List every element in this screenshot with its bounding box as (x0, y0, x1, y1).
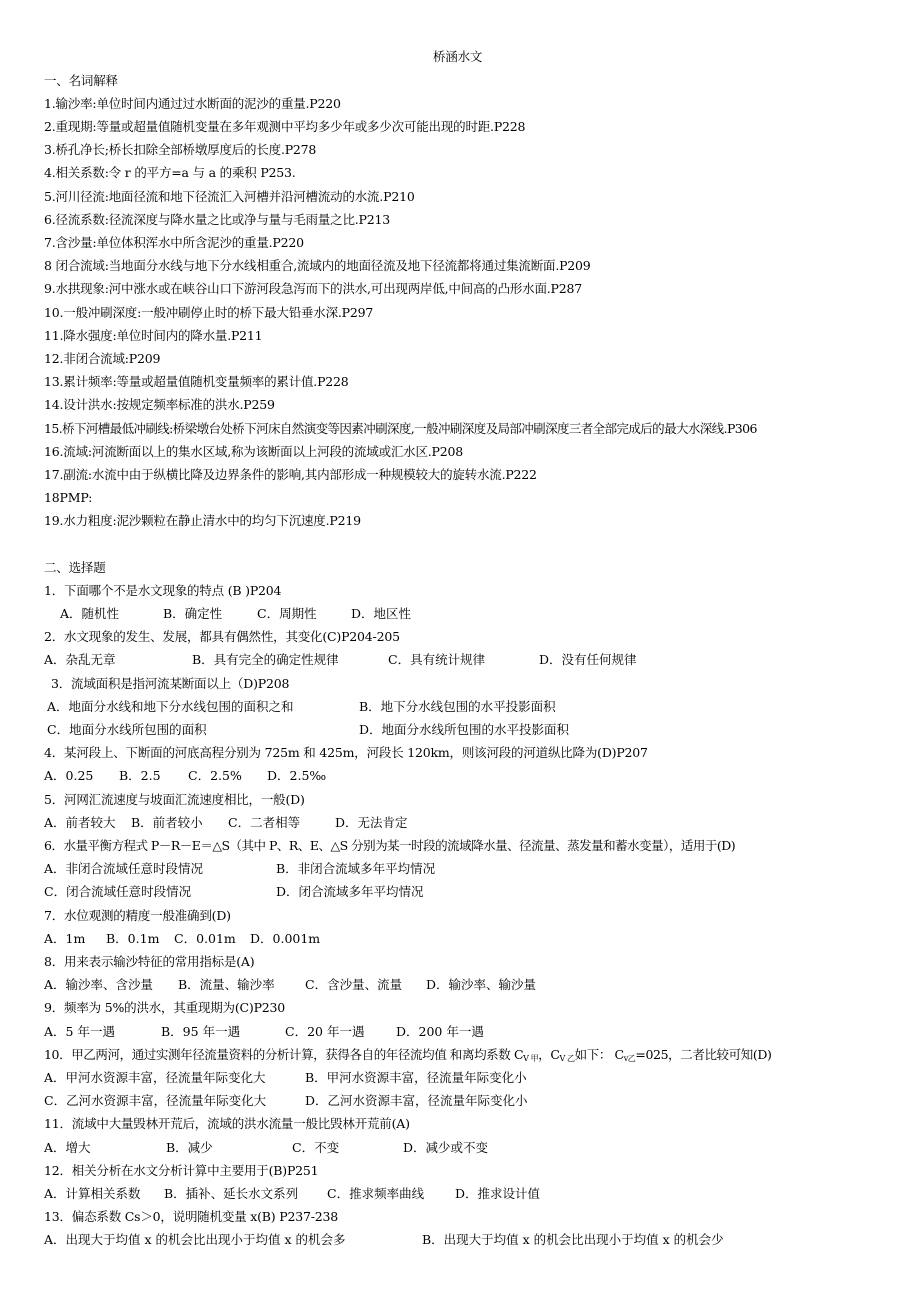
option: B．前者较小 (131, 815, 203, 830)
option: D．乙河水资源丰富，径流量年际变化小 (305, 1093, 528, 1108)
option: B．出现大于均值 x 的机会比出现小于均值 x 的机会少 (422, 1232, 724, 1247)
section-heading-definitions: 一、名词解释 (44, 73, 118, 88)
cv-subscript: V 甲 (523, 1054, 539, 1063)
option: D．2.5‰ (267, 768, 327, 783)
option: C．20 年一遇 (285, 1024, 365, 1039)
definition-item: 18PMP: (44, 490, 93, 505)
definition-item: 8 闭合流域:当地面分水线与地下分水线相重合,流域内的地面径流及地下径流都将通过集流断面.P209 (44, 258, 591, 273)
option: A．增大 (44, 1140, 91, 1155)
question-2: 2．水文现象的发生、发展，都具有偶然性，其变化(C)P204-205 (44, 629, 400, 644)
definition-item: 2.重现期:等量或超量值随机变量在多年观测中平均多少年或多少次可能出现的时距.P228 (44, 119, 526, 134)
definition-item: 13.累计频率:等量或超量值随机变量频率的累计值.P228 (44, 374, 349, 389)
definition-item: 7.含沙量:单位体积浑水中所含泥沙的重量.P220 (44, 235, 304, 250)
definition-item: 12.非闭合流域:P209 (44, 351, 161, 366)
option: A．随机性 (60, 606, 120, 621)
question-1: 1．下面哪个不是水文现象的特点 (B )P204 (44, 583, 282, 598)
definition-item: 1.输沙率:单位时间内通过过水断面的泥沙的重量.P220 (44, 96, 341, 111)
option: D．0.001m (250, 931, 321, 946)
option: D．200 年一遇 (396, 1024, 484, 1039)
option: B．确定性 (163, 606, 223, 621)
definition-item: 14.设计洪水:按规定频率标准的洪水.P259 (44, 397, 275, 412)
question-4: 4．某河段上、下断面的河底高程分别为 725m 和 425m，河段长 120km，则该河段的河道纵比降为(D)P207 (44, 745, 648, 760)
question-3: 3．流域面积是指河流某断面以上（D)P208 (51, 676, 290, 691)
option: A．0.25 (44, 768, 94, 783)
definition-item: 16.流域:河流断面以上的集水区域,称为该断面以上河段的流域或汇水区.P208 (44, 444, 464, 459)
option: D．没有任何规律 (539, 652, 637, 667)
question-6: 6．水量平衡方程式 P－R－E＝△S（其中 P、R、E、△S 分别为某一时段的流域降水量、径流量、蒸发量和蓄水变量），适用于(D) (44, 838, 736, 853)
option: C．推求频率曲线 (327, 1186, 425, 1201)
option: B．具有完全的确定性规律 (192, 652, 339, 667)
option: A．前者较大 (44, 815, 116, 830)
option: B．地下分水线包围的水平投影面积 (359, 699, 556, 714)
definition-item: 4.相关系数:令 r 的平方=a 与 a 的乘积 P253. (44, 165, 296, 180)
definition-item: 17.副流:水流中由于纵横比降及边界条件的影响,其内部形成一种规模较大的旋转水流.P222 (44, 467, 537, 482)
option: B．0.1m (106, 931, 160, 946)
definition-item: 6.径流系数:径流深度与降水量之比或净与量与毛雨量之比.P213 (44, 212, 390, 227)
question-10-text: ，C (538, 1047, 560, 1062)
option: B．插补、延长水文系列 (164, 1186, 299, 1201)
definition-item: 9.水拱现象:河中涨水或在峡谷山口下游河段急泻而下的洪水,可出现两岸低,中间高的凸形水面.P287 (44, 281, 583, 296)
option: D．推求设计值 (455, 1186, 541, 1201)
option: A．5 年一遇 (44, 1024, 115, 1039)
option: C．乙河水资源丰富，径流量年际变化大 (44, 1093, 267, 1108)
definition-item: 11.降水强度:单位时间内的降水量.P211 (44, 328, 263, 343)
cv-subscript: v乙 (623, 1054, 636, 1063)
cv-subscript: V 乙 (559, 1054, 575, 1063)
question-10 (44, 1047, 771, 1067)
question-8: 8．用来表示输沙特征的常用指标是(A) (44, 954, 255, 969)
question-10-text: 如下： C (574, 1047, 624, 1062)
option: D．输沙率、输沙量 (426, 977, 537, 992)
definition-item: 3.桥孔净长;桥长扣除全部桥墩厚度后的长度.P278 (44, 142, 317, 157)
option: B．95 年一遇 (161, 1024, 241, 1039)
option: B．流量、输沙率 (178, 977, 275, 992)
option: C．闭合流域任意时段情况 (44, 884, 192, 899)
definition-item: 19.水力粗度:泥沙颗粒在静止清水中的均匀下沉速度.P219 (44, 513, 361, 528)
option: A．甲河水资源丰富，径流量年际变化大 (44, 1070, 266, 1085)
option: B．2.5 (119, 768, 161, 783)
option: B．甲河水资源丰富，径流量年际变化小 (305, 1070, 527, 1085)
question-7: 7．水位观测的精度一般准确到(D) (44, 908, 231, 923)
option: A．杂乱无章 (44, 652, 116, 667)
question-10-text: 10．甲乙两河，通过实测年径流量资料的分析计算，获得各自的年径流均值 和离均系数 C (44, 1047, 524, 1062)
option: C．具有统计规律 (388, 652, 486, 667)
option: C．含沙量、流量 (305, 977, 403, 992)
question-12: 12．相关分析在水文分析计算中主要用于(B)P251 (44, 1163, 319, 1178)
definition-item: 10.一般冲刷深度:一般冲刷停止时的桥下最大铅垂水深.P297 (44, 305, 374, 320)
option: C．周期性 (257, 606, 317, 621)
option: B．减少 (166, 1140, 213, 1155)
definition-item: 5.河川径流:地面径流和地下径流汇入河槽并沿河槽流动的水流.P210 (44, 189, 415, 204)
option: A．非闭合流域任意时段情况 (44, 861, 204, 876)
option: C．2.5% (188, 768, 242, 783)
question-5: 5．河网汇流速度与坡面汇流速度相比，一般(D) (44, 792, 305, 807)
option: D．减少或不变 (403, 1140, 489, 1155)
option: A．地面分水线和地下分水线包围的面积之和 (47, 699, 294, 714)
option: D．闭合流域多年平均情况 (276, 884, 424, 899)
option: C．0.01m (174, 931, 236, 946)
question-11: 11．流域中大量毁林开荒后，流域的洪水流量一般比毁林开荒前(A) (44, 1116, 410, 1131)
option: D．地区性 (351, 606, 412, 621)
option: A．1m (44, 931, 86, 946)
question-13: 13．偏态系数 Cs＞0，说明随机变量 x(B) P237-238 (44, 1209, 338, 1224)
definition-item: 15.桥下河槽最低冲刷线:桥梁墩台处桥下河床自然演变等因素冲刷深度,一般冲刷深度及局部冲刷深度三者全部完成后的最大水深线.P306 (44, 421, 757, 436)
section-heading-choice: 二、选择题 (44, 560, 106, 575)
option: C．不变 (292, 1140, 340, 1155)
option: B．非闭合流域多年平均情况 (276, 861, 436, 876)
option: A．出现大于均值 x 的机会比出现小于均值 x 的机会多 (44, 1232, 346, 1247)
option: C．地面分水线所包围的面积 (47, 722, 207, 737)
page-title: 桥涵水文 (433, 49, 483, 64)
option: D．地面分水线所包围的水平投影面积 (359, 722, 570, 737)
question-10-text: =025，二者比较可知(D) (635, 1047, 772, 1062)
question-9: 9．频率为 5%的洪水，其重现期为(C)P230 (44, 1000, 286, 1015)
option: A．输沙率、含沙量 (44, 977, 154, 992)
option: D．无法肯定 (335, 815, 408, 830)
option: C．二者相等 (228, 815, 301, 830)
option: A．计算相关系数 (44, 1186, 141, 1201)
